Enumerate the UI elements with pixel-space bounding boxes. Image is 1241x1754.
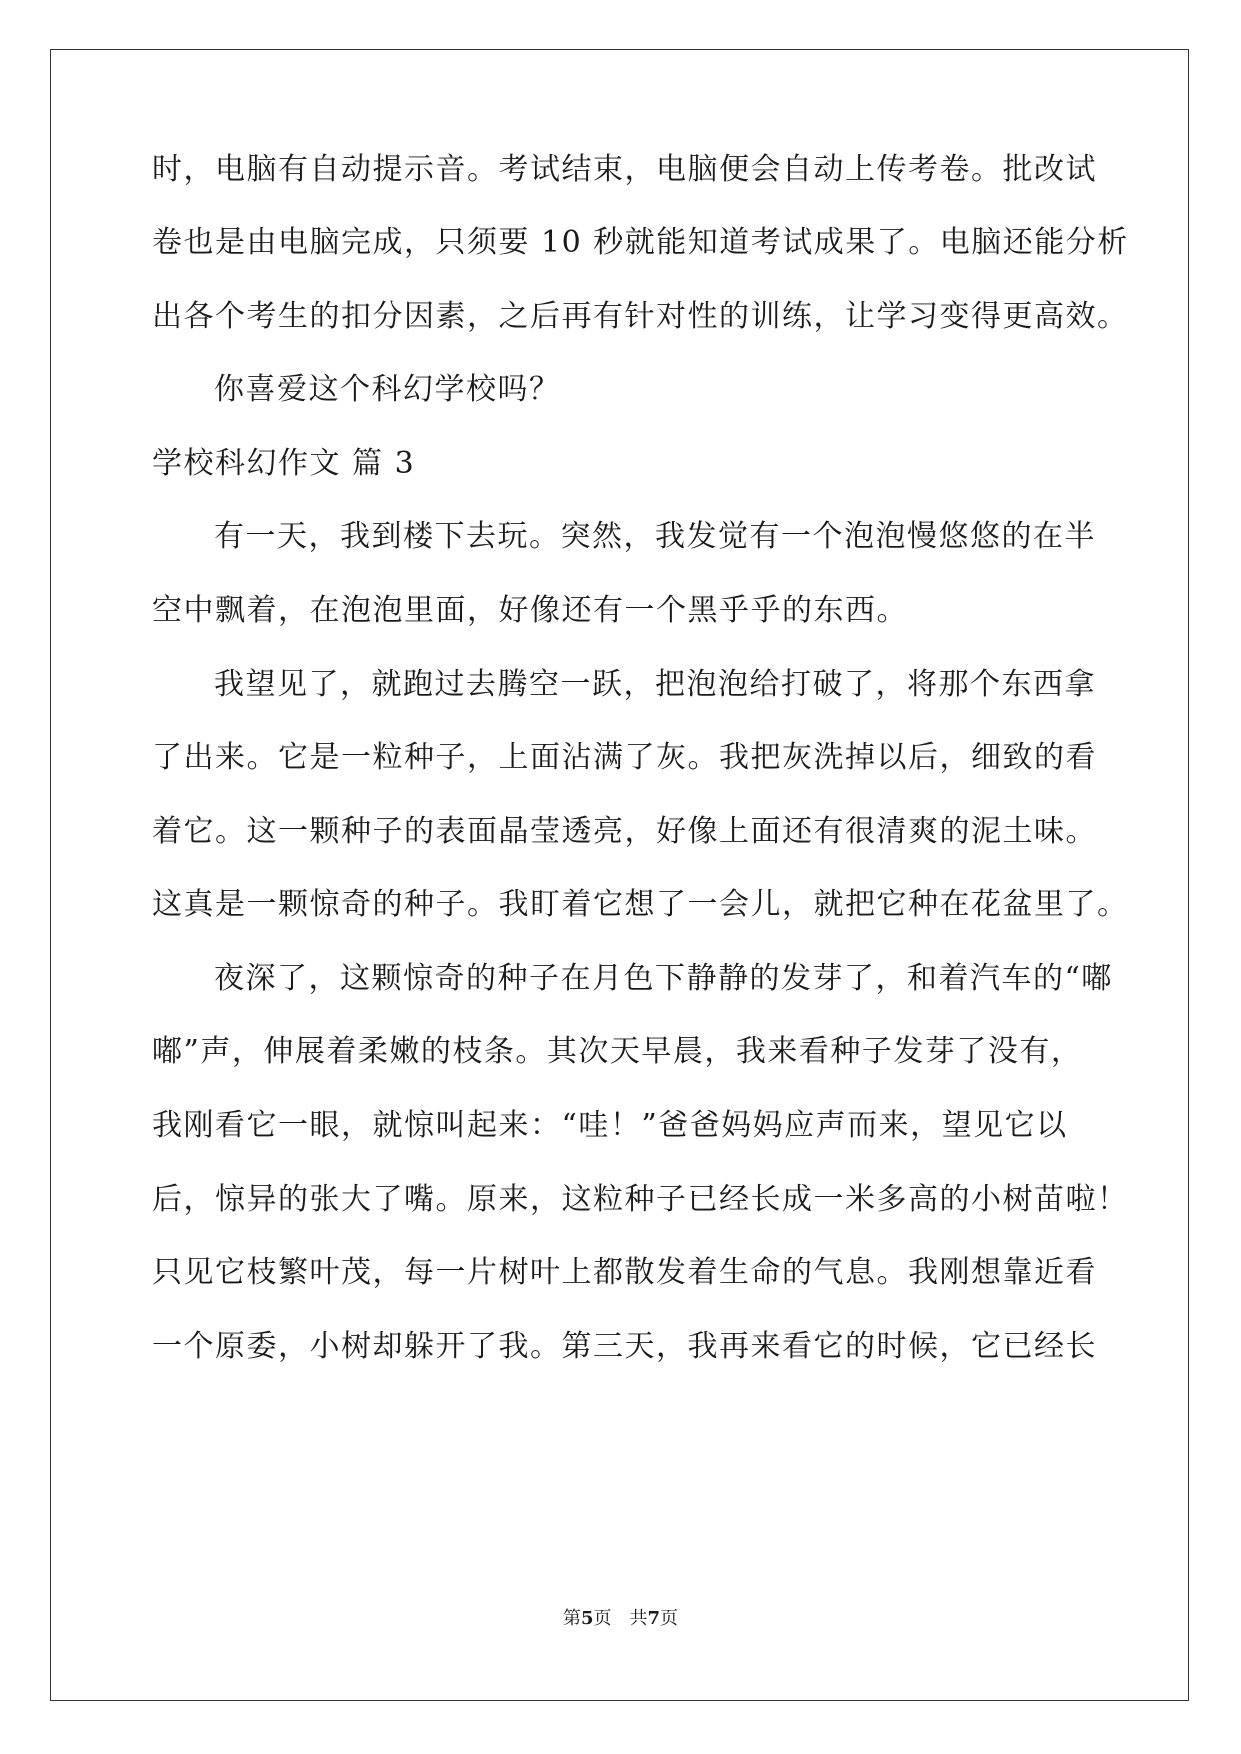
text-line: 卷也是由电脑完成，只须要 10 秒就能知道考试成果了。电脑还能分析: [152, 225, 1129, 260]
section-heading: 学校科幻作文 篇 3: [152, 446, 416, 481]
text-line: 后，惊异的张大了嘴。原来，这粒种子已经长成一米多高的小树苗啦！: [152, 1182, 1129, 1217]
text-line: 这真是一颗惊奇的种子。我盯着它想了一会儿，就把它种在花盆里了。: [152, 887, 1129, 922]
text-line: 了出来。它是一粒种子，上面沾满了灰。我把灰洗掉以后，细致的看: [152, 740, 1097, 775]
page-total: 7: [647, 1608, 661, 1629]
page-current: 5: [580, 1608, 594, 1629]
text-line: 出各个考生的扣分因素，之后再有针对性的训练，让学习变得更高效。: [152, 299, 1129, 334]
page-prefix: 第: [562, 1608, 581, 1629]
total-prefix: 共: [629, 1608, 648, 1629]
text-line: 有一天，我到楼下去玩。突然，我发觉有一个泡泡慢悠悠的在半: [214, 519, 1096, 554]
text-line: 我刚看它一眼，就惊叫起来：“哇！”爸爸妈妈应声而来，望见它以: [152, 1108, 1068, 1143]
text-line: 空中飘着，在泡泡里面，好像还有一个黑乎乎的东西。: [152, 593, 908, 628]
text-line: 我望见了，就跑过去腾空一跃，把泡泡给打破了，将那个东西拿: [214, 667, 1096, 702]
page-footer: [0, 1607, 1241, 1631]
text-line: 夜深了，这颗惊奇的种子在月色下静静的发芽了，和着汽车的“嘟: [214, 961, 1113, 996]
text-line: 一个原委，小树却躲开了我。第三天，我再来看它的时候，它已经长: [152, 1329, 1097, 1364]
total-suffix: 页: [660, 1608, 679, 1629]
text-line: 你喜爱这个科幻学校吗？: [214, 372, 561, 407]
text-line: 嘟”声，伸展着柔嫩的枝条。其次天早晨，我来看种子发芽了没有，: [152, 1034, 1083, 1069]
page-mid: 页: [593, 1608, 612, 1629]
text-line: 时，电脑有自动提示音。考试结束，电脑便会自动上传考卷。批改试: [152, 152, 1097, 187]
text-line: 只见它枝繁叶茂，每一片树叶上都散发着生命的气息。我刚想靠近看: [152, 1255, 1097, 1290]
text-line: 着它。这一颗种子的表面晶莹透亮，好像上面还有很清爽的泥土味。: [152, 814, 1097, 849]
